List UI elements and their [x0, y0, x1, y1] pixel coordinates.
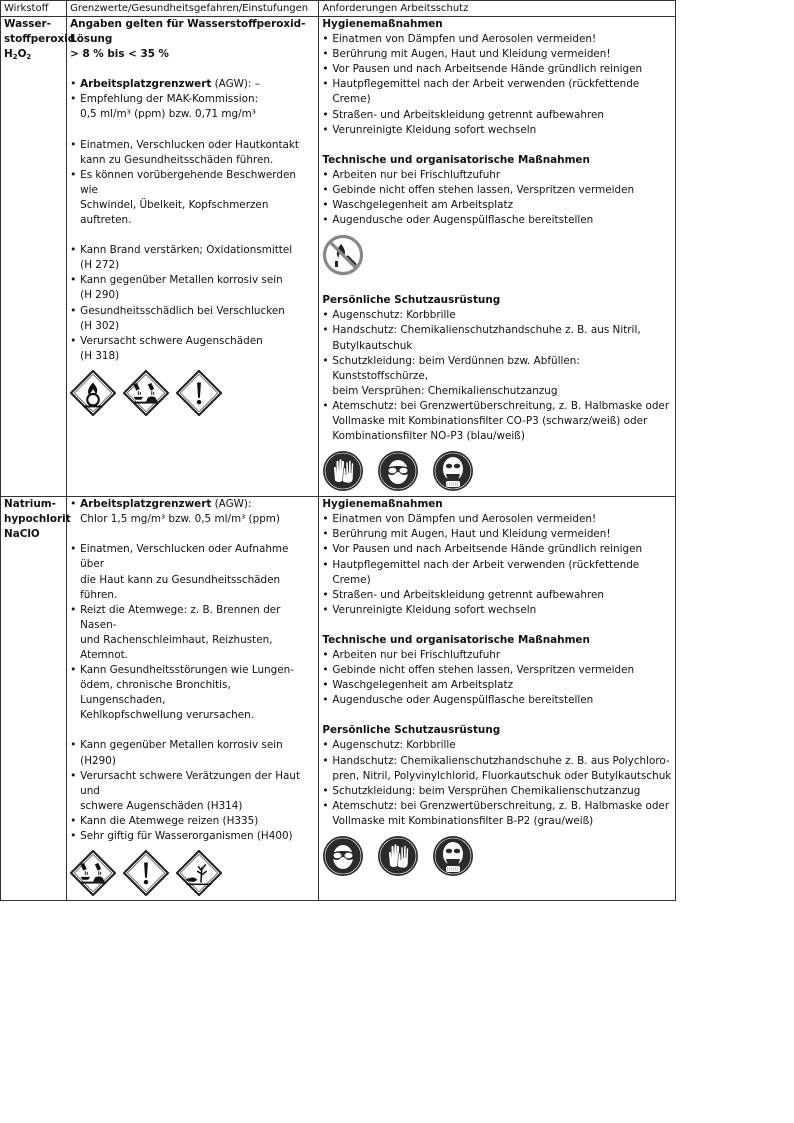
limits-cell [67, 497, 319, 901]
respirator-icon [432, 450, 474, 492]
list-item: • Verunreinigte Kleidung sofort wechseln [322, 123, 672, 138]
list-item: • Straßen- und Arbeitskleidung getrennt aufbewahren [322, 588, 672, 603]
goggles-icon [377, 450, 419, 492]
list-item: • Augenschutz: Korbbrille [322, 738, 672, 753]
limit-list [70, 77, 315, 122]
list-item: • Reizt die Atemwege: z. B. Brennen der Nasen- und Rachenschleimhaut, Reizhusten, Atemnot. [70, 603, 315, 663]
list-item: • Einatmen, Verschlucken oder Hautkontakt kann zu Gesundheitsschäden führen. [70, 138, 315, 168]
protection-cell [319, 497, 676, 901]
ghs-pictograms [70, 850, 315, 896]
flame-over-circle-icon [70, 370, 116, 416]
list-item: • Hautpflegemittel nach der Arbeit verwenden (rückfettende Creme) [322, 77, 672, 107]
no-open-flame-icon [322, 234, 364, 276]
technical-list [322, 168, 672, 228]
list-item: • Waschgelegenheit am Arbeitsplatz [322, 198, 672, 213]
ppe-icons [322, 835, 672, 877]
list-item: • Sehr giftig für Wasserorganismen (H400) [70, 829, 315, 844]
list-item: • Handschutz: Chemikalienschutzhandschuhe z. B. aus Polychloro- pren, Nitril, Polyvinylchlorid, Fluorkautschuk oder Butylkautschuk [322, 754, 672, 784]
gloves-icon [322, 450, 364, 492]
list-item: • Arbeitsplatzgrenzwert (AGW): – [70, 77, 315, 92]
list-item: • Gebinde nicht offen stehen lassen, Verspritzen vermeiden [322, 183, 672, 198]
list-item: • Arbeiten nur bei Frischluftzufuhr [322, 648, 672, 663]
goggles-icon [322, 835, 364, 877]
section-title-technical: Technische und organisatorische Maßnahmen [322, 633, 590, 646]
corrosion-icon [123, 370, 169, 416]
list-item: • Schutzkleidung: beim Versprühen Chemikalienschutzanzug [322, 784, 672, 799]
agent-name: Wasser- stoffperoxid $H_2O_2$ [4, 17, 63, 65]
agent-cell [1, 497, 71, 901]
hygiene-list [322, 512, 672, 618]
environment-icon [176, 850, 222, 896]
list-item: • Vor Pausen und nach Arbeitsende Hände gründlich reinigen [322, 62, 672, 77]
list-item: • Berührung mit Augen, Haut und Kleidung vermeiden! [322, 527, 672, 542]
ppe-list [322, 308, 672, 444]
table-row [1, 497, 676, 901]
health-list [70, 138, 315, 229]
scope-note: Angaben gelten für Wasserstoffperoxid-Lösung > 8 % bis < 35 % [70, 18, 306, 61]
list-item: • Verunreinigte Kleidung sofort wechseln [322, 603, 672, 618]
list-item: • Atemschutz: bei Grenzwertüberschreitung, z. B. Halbmaske oder Vollmaske mit Kombinationsfilter B-P2 (grau/weiß) [322, 799, 672, 829]
list-item: • Verursacht schwere Verätzungen der Haut und schwere Augenschäden (H314) [70, 769, 315, 814]
hazard-list [70, 243, 315, 364]
section-title-ppe: Persönliche Schutzausrüstung [322, 724, 501, 737]
corrosion-icon [70, 850, 116, 896]
header-row [1, 1, 676, 17]
header-protection: Anforderungen Arbeitsschutz [319, 1, 676, 17]
list-item: • Berührung mit Augen, Haut und Kleidung vermeiden! [322, 47, 672, 62]
list-item: • Augenschutz: Korbbrille [322, 308, 672, 323]
list-item: • Empfehlung der MAK-Kommission: 0,5 ml/m³ (ppm) bzw. 0,71 mg/m³ [70, 92, 315, 122]
list-item: • Straßen- und Arbeitskleidung getrennt aufbewahren [322, 108, 672, 123]
list-item: • Gebinde nicht offen stehen lassen, Verspritzen vermeiden [322, 663, 672, 678]
list-item: • Arbeitsplatzgrenzwert (AGW): Chlor 1,5 mg/m³ bzw. 0,5 ml/m³ (ppm) [70, 497, 315, 527]
respirator-icon [432, 835, 474, 877]
limits-cell [67, 17, 319, 497]
list-item: • Atemschutz: bei Grenzwertüberschreitung, z. B. Halbmaske oder Vollmaske mit Kombinationsfilter CO-P3 (schwarz/weiß) oder Kombinationsfilter NO-P3 (blau/weiß) [322, 399, 672, 444]
list-item: • Augendusche oder Augenspülflasche bereitstellen [322, 213, 672, 228]
section-title-hygiene: Hygienemaßnahmen [322, 18, 443, 30]
list-item: • Verursacht schwere Augenschäden (H 318) [70, 334, 315, 364]
agent-formula: $H_2O_2$ [4, 48, 32, 62]
list-item: • Kann die Atemwege reizen (H335) [70, 814, 315, 829]
hazard-list [70, 738, 315, 844]
table-row [1, 17, 676, 497]
list-item: • Kann gegenüber Metallen korrosiv sein (H 290) [70, 273, 315, 303]
hygiene-list [322, 32, 672, 138]
section-title-hygiene: Hygienemaßnahmen [322, 498, 443, 511]
list-item: • Kann Brand verstärken; Oxidationsmittel (H 272) [70, 243, 315, 273]
header-agent: Wirkstoff [1, 1, 67, 17]
section-title-technical: Technische und organisatorische Maßnahmen [322, 153, 590, 166]
list-item: • Gesundheitsschädlich bei Verschlucken (H 302) [70, 304, 315, 334]
agent-formula: NaClO [4, 528, 40, 541]
exclamation-mark-icon [176, 370, 222, 416]
exclamation-mark-icon [123, 850, 169, 896]
list-item: • Handschutz: Chemikalienschutzhandschuhe z. B. aus Nitril, Butylkautschuk [322, 323, 672, 353]
ppe-icons [322, 450, 672, 492]
list-item: • Hautpflegemittel nach der Arbeit verwenden (rückfettende Creme) [322, 558, 672, 588]
list-item: • Einatmen, Verschlucken oder Aufnahme über die Haut kann zu Gesundheitsschäden führen. [70, 542, 315, 602]
ghs-pictograms [70, 370, 315, 416]
protection-cell [319, 17, 676, 497]
list-item: • Einatmen von Dämpfen und Aerosolen vermeiden! [322, 512, 672, 527]
list-item: • Waschgelegenheit am Arbeitsplatz [322, 678, 672, 693]
ppe-list [322, 738, 672, 829]
list-item: • Arbeiten nur bei Frischluftzufuhr [322, 168, 672, 183]
list-item: • Es können vorübergehende Beschwerden wie Schwindel, Übelkeit, Kopfschmerzen auftreten. [70, 168, 315, 228]
limit-list [70, 497, 315, 527]
list-item: • Augendusche oder Augenspülflasche bereitstellen [322, 693, 672, 708]
agent-cell [1, 17, 76, 497]
gloves-icon [377, 835, 419, 877]
list-item: • Vor Pausen und nach Arbeitsende Hände gründlich reinigen [322, 542, 672, 557]
health-list [70, 542, 315, 723]
list-item: • Schutzkleidung: beim Verdünnen bzw. Abfüllen: Kunststoffschürze, beim Versprühen: Chemikalienschutzanzug [322, 354, 672, 399]
list-item: • Kann gegenüber Metallen korrosiv sein (H290) [70, 738, 315, 768]
header-limits: Grenzwerte/Gesundheitsgefahren/Einstufungen [67, 1, 319, 17]
technical-list [322, 648, 672, 708]
list-item: • Einatmen von Dämpfen und Aerosolen vermeiden! [322, 32, 672, 47]
agent-name: Natrium- hypochlorit NaClO [4, 497, 63, 542]
section-title-ppe: Persönliche Schutzausrüstung [322, 294, 501, 307]
list-item: • Kann Gesundheitsstörungen wie Lungen- ödem, chronische Bronchitis, Lungenschaden, Kehlkopfschwellung verursachen. [70, 663, 315, 723]
